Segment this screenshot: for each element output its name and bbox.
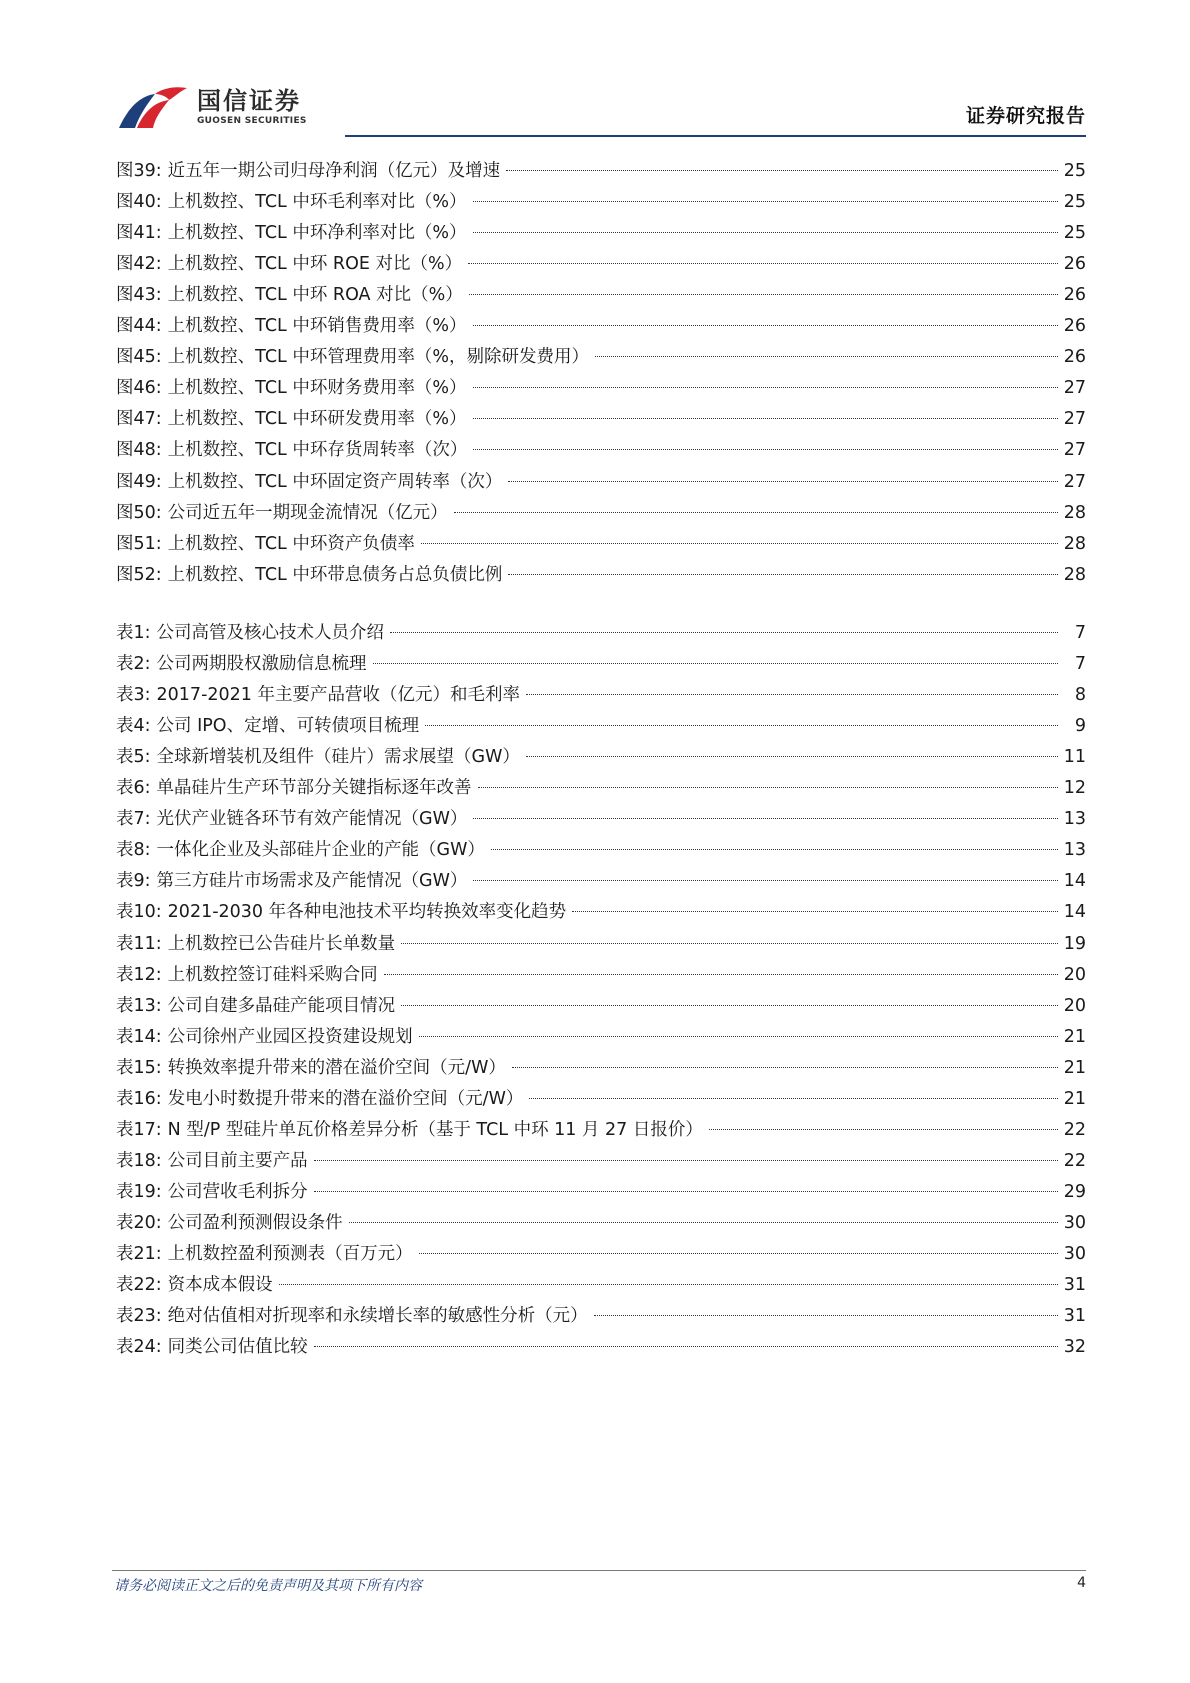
toc-entry[interactable] xyxy=(116,373,1086,403)
toc-entry-title: 上机数控、TCL 中环销售费用率（%） xyxy=(167,316,467,337)
toc-entry-page: 22 xyxy=(1063,1150,1086,1171)
toc-entry-page: 27 xyxy=(1063,409,1086,430)
toc-entry-label: 图48: xyxy=(116,440,162,461)
toc-entry-page: 14 xyxy=(1063,871,1086,892)
toc-entry-title: 绝对估值相对折现率和永续增长率的敏感性分析（元） xyxy=(167,1306,588,1327)
toc-dot-leader xyxy=(595,356,1058,357)
toc-dot-leader xyxy=(425,725,1058,726)
toc-entry-page: 27 xyxy=(1063,471,1086,492)
toc-entry[interactable] xyxy=(116,649,1086,679)
toc-entry[interactable] xyxy=(116,1053,1086,1083)
toc-dot-leader xyxy=(314,1160,1058,1161)
toc-dot-leader xyxy=(314,1191,1058,1192)
toc-entry[interactable] xyxy=(116,1208,1086,1238)
toc-entry-page: 9 xyxy=(1074,716,1086,737)
company-logo xyxy=(117,84,307,130)
toc-dot-leader xyxy=(473,325,1058,326)
toc-dot-leader xyxy=(390,632,1058,633)
toc-dot-leader xyxy=(526,694,1058,695)
toc-entry-page: 8 xyxy=(1074,685,1086,706)
toc-dot-leader xyxy=(473,418,1058,419)
toc-dot-leader xyxy=(473,232,1058,233)
toc-entry-title: 近五年一期公司归母净利润（亿元）及增速 xyxy=(167,161,501,181)
toc-entry-title: 公司目前主要产品 xyxy=(167,1150,308,1171)
toc-entry-page: 28 xyxy=(1063,564,1086,585)
logo-english-name: GUOSEN SECURITIES xyxy=(197,116,307,126)
toc-dot-leader xyxy=(468,263,1058,264)
document-type-label: 证券研究报告 xyxy=(965,105,1086,127)
toc-entry[interactable] xyxy=(116,897,1086,927)
footer-divider xyxy=(112,1570,1086,1571)
toc-entry-label: 表4: xyxy=(116,716,151,737)
toc-entry[interactable] xyxy=(116,342,1086,372)
toc-dot-leader xyxy=(401,1005,1058,1006)
toc-entry-title: 上机数控、TCL 中环资产负债率 xyxy=(167,533,415,554)
toc-dot-leader xyxy=(279,1284,1058,1285)
toc-entry-page: 29 xyxy=(1063,1181,1086,1202)
toc-entry[interactable] xyxy=(116,529,1086,559)
toc-dot-leader xyxy=(419,1036,1058,1037)
toc-entry-label: 表17: xyxy=(116,1119,162,1140)
toc-entry-title: 全球新增装机及组件（硅片）需求展望（GW） xyxy=(156,747,520,768)
toc-dot-leader xyxy=(401,943,1058,944)
toc-entry-page: 13 xyxy=(1063,840,1086,861)
toc-entry-label: 表2: xyxy=(116,654,151,675)
logo-mark-icon xyxy=(117,84,189,130)
toc-entry-page: 21 xyxy=(1063,1026,1086,1047)
toc-dot-leader xyxy=(594,1315,1058,1316)
toc-entry-label: 表5: xyxy=(116,747,151,768)
toc-entry-page: 26 xyxy=(1063,254,1086,275)
toc-entry[interactable] xyxy=(116,1115,1086,1145)
toc-entry-title: 发电小时数提升带来的潜在溢价空间（元/W） xyxy=(167,1088,524,1109)
toc-entry-title: 上机数控已公告硅片长单数量 xyxy=(167,933,396,954)
toc-entry-title: 转换效率提升带来的潜在溢价空间（元/W） xyxy=(167,1057,506,1078)
toc-entry-title: 上机数控、TCL 中环固定资产周转率（次） xyxy=(167,471,503,492)
toc-dot-leader xyxy=(473,449,1057,450)
toc-entry[interactable] xyxy=(116,156,1086,186)
toc-entry[interactable] xyxy=(116,560,1086,590)
toc-entry-label: 图39: xyxy=(116,161,162,181)
toc-entry-label: 表13: xyxy=(116,995,162,1016)
toc-entry-page: 26 xyxy=(1063,347,1086,368)
toc-entry-label: 表18: xyxy=(116,1150,162,1171)
toc-entry-label: 表15: xyxy=(116,1057,162,1078)
toc-entry[interactable] xyxy=(116,1301,1086,1331)
toc-entry[interactable] xyxy=(116,1177,1086,1207)
toc-entry-page: 30 xyxy=(1063,1244,1086,1264)
toc-entry-label: 表6: xyxy=(116,778,151,799)
toc-dot-leader xyxy=(469,294,1058,295)
toc-entry-label: 图45: xyxy=(116,347,162,368)
toc-dot-leader xyxy=(506,170,1058,171)
toc-entry[interactable] xyxy=(116,1239,1086,1269)
toc-dot-leader xyxy=(709,1129,1058,1130)
toc-entry-title: 公司盈利预测假设条件 xyxy=(167,1212,343,1233)
toc-entry-label: 表1: xyxy=(116,623,151,643)
toc-entry-page: 26 xyxy=(1063,285,1086,306)
toc-entry-title: 上机数控、TCL 中环净利率对比（%） xyxy=(167,223,467,244)
toc-entry-title: 2021-2030 年各种电池技术平均转换效率变化趋势 xyxy=(167,902,567,923)
toc-entry[interactable] xyxy=(116,280,1086,310)
toc-entry-title: 光伏产业链各环节有效产能情况（GW） xyxy=(156,809,468,830)
toc-dot-leader xyxy=(384,974,1058,975)
toc-entry-title: 上机数控、TCL 中环带息债务占总负债比例 xyxy=(167,564,503,585)
toc-entry-label: 图43: xyxy=(116,285,162,306)
toc-entry-title: 上机数控、TCL 中环管理费用率（%，剔除研发费用） xyxy=(167,347,589,368)
toc-dot-leader xyxy=(419,1253,1058,1254)
toc-entry-page: 14 xyxy=(1063,902,1086,923)
toc-entry-page: 19 xyxy=(1063,933,1086,954)
toc-entry-title: 一体化企业及头部硅片企业的产能（GW） xyxy=(156,840,485,861)
toc-entry-title: 公司自建多晶硅产能项目情况 xyxy=(167,995,396,1016)
toc-entry-page: 25 xyxy=(1063,192,1086,213)
toc-entry-label: 表14: xyxy=(116,1026,162,1047)
toc-dot-leader xyxy=(473,880,1057,881)
toc-entry-label: 表3: xyxy=(116,685,151,706)
toc-dot-leader xyxy=(478,787,1058,788)
toc-entry[interactable] xyxy=(116,249,1086,279)
toc-entry-page: 30 xyxy=(1063,1212,1086,1233)
toc-dot-leader xyxy=(314,1346,1058,1347)
page-number: 4 xyxy=(1077,1575,1086,1591)
toc-entry-page: 26 xyxy=(1063,316,1086,337)
toc-dot-leader xyxy=(473,201,1058,202)
toc-entry-page: 25 xyxy=(1063,161,1086,181)
toc-dot-leader xyxy=(454,512,1058,513)
toc-dot-leader xyxy=(508,574,1057,575)
toc-dot-leader xyxy=(473,818,1057,819)
toc-entry[interactable] xyxy=(116,711,1086,741)
toc-entry[interactable] xyxy=(116,991,1086,1021)
toc-dot-leader xyxy=(526,756,1058,757)
toc-entry-title: 公司营收毛利拆分 xyxy=(167,1181,308,1202)
toc-entry-label: 表10: xyxy=(116,902,162,923)
toc-entry[interactable] xyxy=(116,498,1086,528)
toc-entry-label: 表24: xyxy=(116,1337,162,1358)
toc-entry-label: 图40: xyxy=(116,192,162,213)
toc-entry-page: 22 xyxy=(1063,1119,1086,1140)
toc-entry-label: 图41: xyxy=(116,223,162,244)
toc-entry[interactable] xyxy=(116,960,1086,990)
toc-entry-label: 表9: xyxy=(116,871,151,892)
toc-entry[interactable] xyxy=(116,618,1086,648)
toc-entry[interactable] xyxy=(116,1146,1086,1176)
toc-entry[interactable] xyxy=(116,218,1086,248)
toc-entry-page: 32 xyxy=(1063,1337,1086,1358)
toc-entry[interactable] xyxy=(116,435,1086,465)
toc-entry-title: 上机数控、TCL 中环 ROE 对比（%） xyxy=(167,254,463,275)
toc-entry-title: 公司高管及核心技术人员介绍 xyxy=(156,623,385,643)
toc-dot-leader xyxy=(491,849,1058,850)
toc-entry[interactable] xyxy=(116,1332,1086,1362)
toc-entry-label: 表7: xyxy=(116,809,151,830)
toc-entry-label: 表12: xyxy=(116,964,162,985)
toc-entry-label: 图51: xyxy=(116,533,162,554)
toc-entry-label: 图50: xyxy=(116,502,162,523)
toc-entry[interactable] xyxy=(116,1270,1086,1300)
toc-entry-label: 表22: xyxy=(116,1275,162,1296)
toc-entry[interactable] xyxy=(116,835,1086,865)
toc-entry[interactable] xyxy=(116,804,1086,834)
header-divider xyxy=(345,135,1086,137)
toc-entry[interactable] xyxy=(116,467,1086,497)
toc-dot-leader xyxy=(529,1098,1057,1099)
toc-entry-page: 20 xyxy=(1063,995,1086,1016)
toc-entry-page: 11 xyxy=(1063,747,1086,768)
toc-entry-title: 单晶硅片生产环节部分关键指标逐年改善 xyxy=(156,778,472,799)
toc-entry-title: 公司两期股权激励信息梳理 xyxy=(156,654,367,675)
toc-entry-label: 图42: xyxy=(116,254,162,275)
toc-entry-title: 资本成本假设 xyxy=(167,1275,273,1296)
toc-dot-leader xyxy=(473,387,1058,388)
toc-entry-title: 上机数控、TCL 中环毛利率对比（%） xyxy=(167,192,467,213)
toc-entry-page: 28 xyxy=(1063,533,1086,554)
toc-entry-title: 上机数控、TCL 中环 ROA 对比（%） xyxy=(167,285,463,306)
toc-entry[interactable] xyxy=(116,742,1086,772)
toc-entry-label: 表11: xyxy=(116,933,162,954)
toc-entry[interactable] xyxy=(116,404,1086,434)
toc-entry-page: 13 xyxy=(1063,809,1086,830)
toc-entry-title: 2017-2021 年主要产品营收（亿元）和毛利率 xyxy=(156,685,520,706)
toc-entry[interactable] xyxy=(116,866,1086,896)
toc-entry-label: 表8: xyxy=(116,840,151,861)
toc-entry-page: 21 xyxy=(1063,1057,1086,1078)
toc-entry-page: 27 xyxy=(1063,378,1086,399)
toc-entry[interactable] xyxy=(116,680,1086,710)
toc-entry-title: 上机数控、TCL 中环存货周转率（次） xyxy=(167,440,468,461)
toc-entry-label: 图49: xyxy=(116,471,162,492)
toc-entry-title: 公司 IPO、定增、可转债项目梳理 xyxy=(156,716,420,737)
toc-entry-label: 表20: xyxy=(116,1212,162,1233)
toc-entry-title: 同类公司估值比较 xyxy=(167,1337,308,1358)
toc-entry-title: 上机数控盈利预测表（百万元） xyxy=(167,1244,413,1264)
toc-entry-label: 表16: xyxy=(116,1088,162,1109)
toc-entry-title: 公司徐州产业园区投资建设规划 xyxy=(167,1026,413,1047)
toc-entry[interactable] xyxy=(116,929,1086,959)
toc-entry-label: 表23: xyxy=(116,1306,162,1327)
toc-entry[interactable] xyxy=(116,311,1086,341)
toc-entry-label: 图46: xyxy=(116,378,162,399)
toc-dot-leader xyxy=(512,1067,1058,1068)
toc-entry-label: 图52: xyxy=(116,564,162,585)
toc-entry-page: 12 xyxy=(1063,778,1086,799)
toc-entry[interactable] xyxy=(116,187,1086,217)
toc-entry-page: 27 xyxy=(1063,440,1086,461)
toc-entry-title: 上机数控、TCL 中环财务费用率（%） xyxy=(167,378,467,399)
toc-entry-page: 25 xyxy=(1063,223,1086,244)
toc-entry-title: 上机数控、TCL 中环研发费用率（%） xyxy=(167,409,467,430)
toc-dot-leader xyxy=(349,1222,1058,1223)
toc-entry-label: 表19: xyxy=(116,1181,162,1202)
toc-entry-page: 21 xyxy=(1063,1088,1086,1109)
toc-entry[interactable] xyxy=(116,1084,1086,1114)
toc-entry-page: 28 xyxy=(1063,502,1086,523)
toc-entry[interactable] xyxy=(116,1022,1086,1052)
toc-entry-title: 公司近五年一期现金流情况（亿元） xyxy=(167,502,448,523)
toc-dot-leader xyxy=(572,911,1058,912)
logo-chinese-name: 国信证券 xyxy=(197,87,301,115)
toc-dot-leader xyxy=(421,543,1058,544)
toc-entry-label: 图44: xyxy=(116,316,162,337)
toc-dot-leader xyxy=(508,481,1057,482)
toc-entry-label: 表21: xyxy=(116,1244,162,1264)
toc-entry-page: 7 xyxy=(1074,623,1086,643)
toc-entry[interactable] xyxy=(116,773,1086,803)
toc-entry-page: 20 xyxy=(1063,964,1086,985)
toc-entry-title: N 型/P 型硅片单瓦价格差异分析（基于 TCL 中环 11 月 27 日报价） xyxy=(167,1119,703,1140)
toc-entry-page: 31 xyxy=(1063,1306,1086,1327)
toc-dot-leader xyxy=(373,663,1058,664)
toc-entry-page: 7 xyxy=(1074,654,1086,675)
toc-entry-title: 第三方硅片市场需求及产能情况（GW） xyxy=(156,871,468,892)
footer-disclaimer: 请务必阅读正文之后的免责声明及其项下所有内容 xyxy=(114,1578,422,1594)
toc-entry-title: 上机数控签订硅料采购合同 xyxy=(167,964,378,985)
toc-entry-label: 图47: xyxy=(116,409,162,430)
toc-entry-page: 31 xyxy=(1063,1275,1086,1296)
